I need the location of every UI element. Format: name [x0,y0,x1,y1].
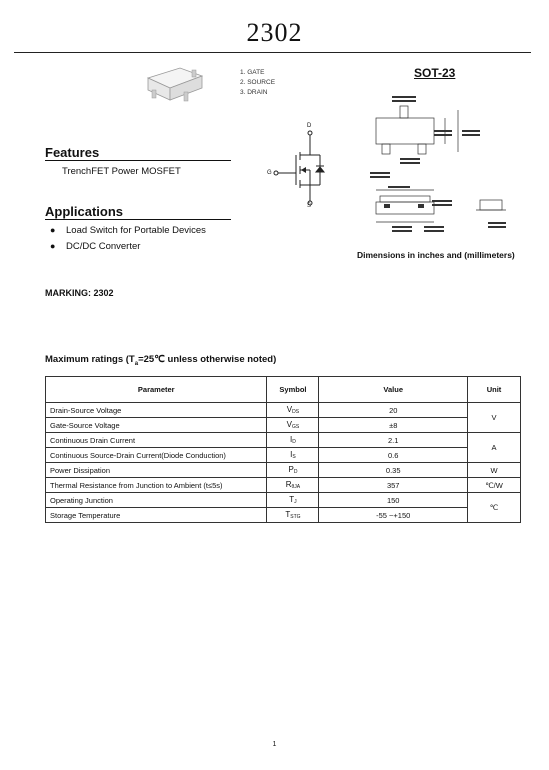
header-value: Value [319,377,468,403]
dimension-drawing-icon [370,90,520,240]
unit-cell: A [468,433,521,463]
unit-cell: ℃ [468,493,521,523]
unit-cell: ℃/W [468,478,521,493]
package-sketch-icon [140,60,210,115]
applications-heading: Applications [45,204,124,219]
pin-3: 3. DRAIN [240,89,268,96]
table-row: Power Dissipation PD 0.35 W [46,463,521,478]
pin-list [240,68,275,98]
gate-label: G [267,170,272,176]
unit-cell: W [468,463,521,478]
package-name: SOT-23 [414,66,456,80]
application-item: ● DC/DC Converter [50,241,141,252]
features-heading: Features [45,145,100,160]
source-label: S [307,203,312,209]
header-symbol: Symbol [267,377,319,403]
pin-1: 1. GATE [240,69,265,76]
table-row: Storage Temperature TSTG -55 ~+150 [46,508,521,523]
applications-rule [45,219,231,220]
features-rule [45,160,231,161]
page-number: 1 [272,741,277,748]
application-item: ● Load Switch for Portable Devices [50,225,206,236]
mosfet-symbol-icon [270,125,350,210]
bullet-icon: ● [50,241,56,251]
marking-text: MARKING: 2302 [45,288,114,298]
max-ratings-table [45,376,521,523]
max-ratings-title: Maximum ratings ($T_a=25℃$ unless otherwise noted) [45,354,277,367]
table-row: Drain-Source Voltage VDS 20 V [46,403,521,418]
feature-item: TrenchFET Power MOSFET [62,166,181,177]
table-row: Gate-Source Voltage VGS ±8 [46,418,521,433]
table-row: Operating Junction TJ 150 ℃ [46,493,521,508]
table-row: Thermal Resistance from Junction to Ambient (t≤5s) RθJA 357 ℃/W [46,478,521,493]
drain-label: D [307,123,312,129]
table-header-row [46,377,521,403]
header-parameter: Parameter [46,377,267,403]
bullet-icon: ● [50,225,56,235]
page-title: 2302 [246,18,303,47]
table-row: Continuous Source-Drain Current(Diode Conduction) IS 0.6 [46,448,521,463]
title-rule [14,52,531,53]
table-row: Continuous Drain Current ID 2.1 A [46,433,521,448]
unit-cell: V [468,403,521,433]
pin-2: 2. SOURCE [240,79,276,86]
dimension-note: Dimensions in inches and (millimeters) [357,250,515,260]
header-unit: Unit [468,377,521,403]
